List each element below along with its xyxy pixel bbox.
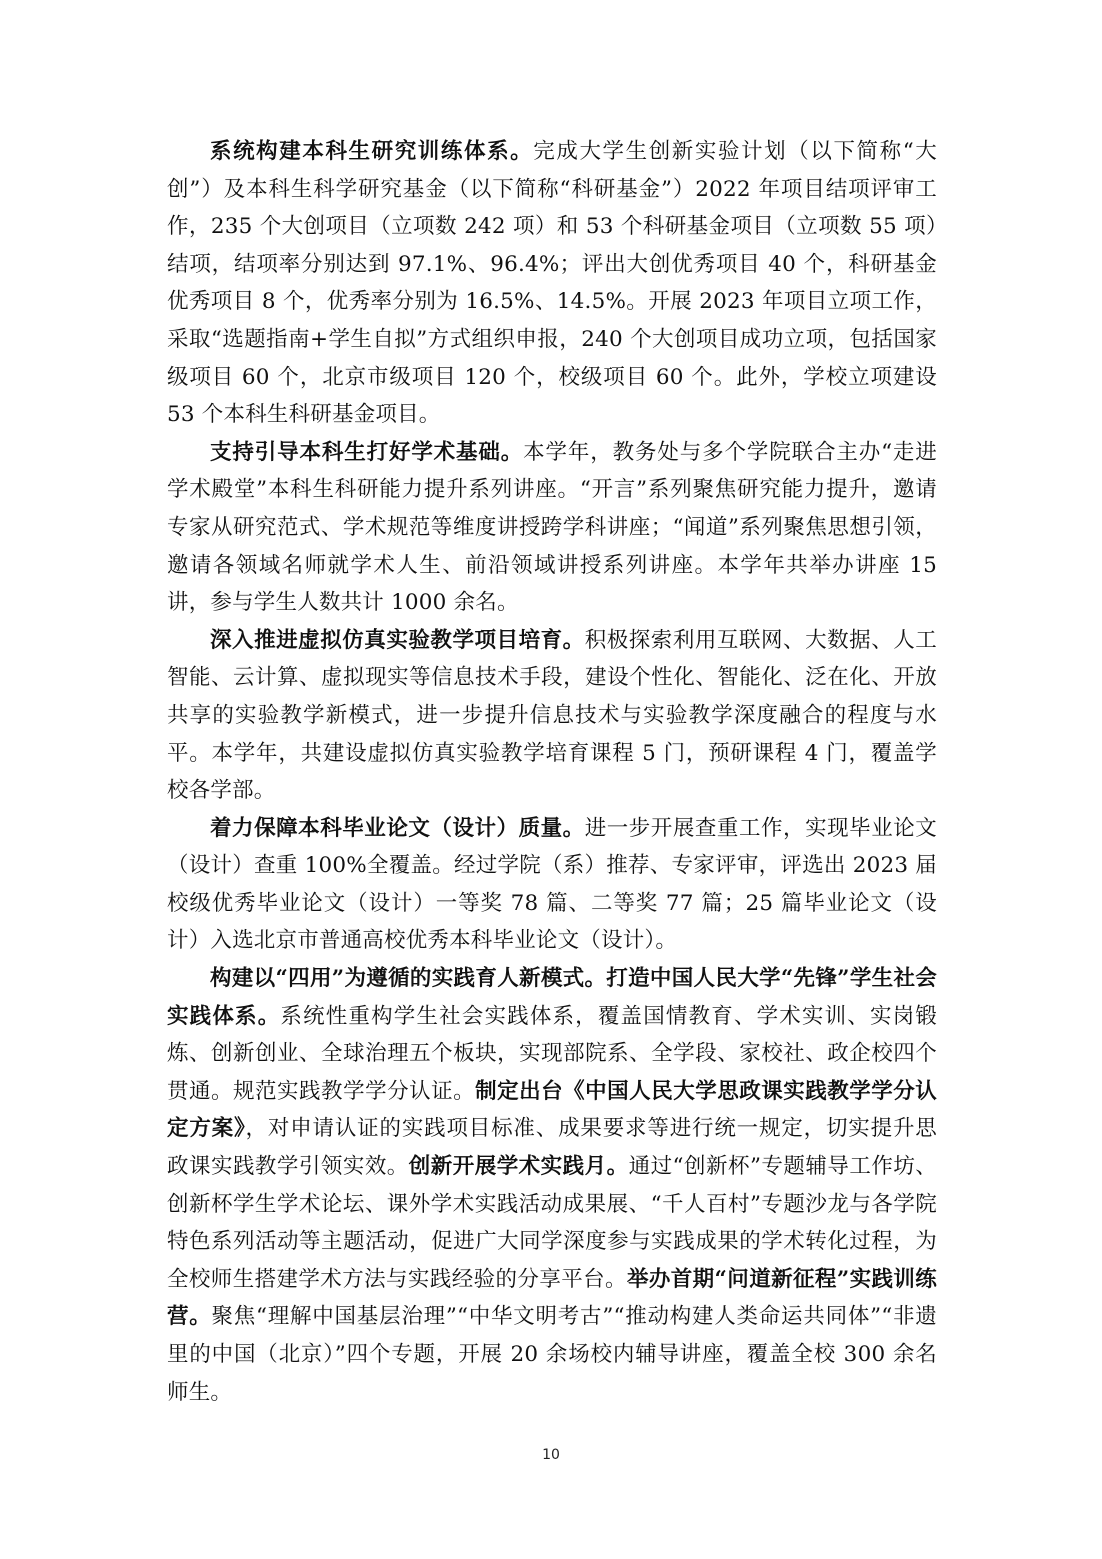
page-content — [167, 133, 937, 1411]
paragraph-body: 本学年，教务处与多个学院联合主办“走进学术殿堂”本科生科研能力提升系列讲座。“开言”系列聚焦研究能力提升，邀请专家从研究范式、学术规范等维度讲授跨学科讲座；“闻道”系列聚焦思想引领，邀请各领域名师就学术人生、前沿领域讲授系列讲座。本学年共举办讲座 15 讲，参与学生人数共计 1000 余名。 — [167, 439, 937, 616]
paragraph-body: 完成大学生创新实验计划（以下简称“大创”）及本科生科学研究基金（以下简称“科研基金”）2022 年项目结项评审工作，235 个大创项目（立项数 242 项）和 53 个科研基金项目（立项数 55 项）结项，结项率分别达到 97.1%、96.4%；评出大创优秀项目 40 个，科研基金优秀项目 8 个，优秀率分别为 16.5%、14.5%。开展 2023 年项目立项工作，采取“选题指南+学生自拟”方式组织申报，240 个大创项目成功立项，包括国家级项目 60 个，北京市级项目 120 个，校级项目 60 个。此外，学校立项建设 53 个本科生科研基金项目。 — [167, 139, 937, 428]
paragraph-lead: 深入推进虚拟仿真实验教学项目培育。 — [210, 627, 585, 653]
highlight-text: 举办首期“问道新征程”实践训练营。 — [167, 1266, 937, 1330]
paragraph-lead: 着力保障本科毕业论文（设计）质量。 — [210, 815, 585, 841]
highlight-text: 创新开展学术实践月。 — [408, 1154, 629, 1180]
highlight-text: 制定出台《中国人民大学思政课实践教学学分认定方案》 — [167, 1078, 937, 1142]
paragraph-body: 通过“创新杯”专题辅导工作坊、创新杯学生学术论坛、课外学术实践活动成果展、“千人百村”专题沙龙与各学院特色系列活动等主题活动，促进广大同学深度参与实践成果的学术转化过程，为全校师生搭建学术方法与实践经验的分享平台。 — [167, 1154, 937, 1292]
paragraph-body: 系统性重构学生社会实践体系，覆盖国情教育、学术实训、实岗锻炼、创新创业、全球治理五个板块，实现部院系、全学段、家校社、政企校四个贯通。规范实践教学学分认证。 — [167, 1003, 937, 1104]
paragraph-research-training — [167, 133, 937, 434]
paragraph-thesis-quality — [167, 810, 937, 960]
paragraph-lead: 系统构建本科生研究训练体系。 — [210, 139, 534, 164]
paragraph-body: 积极探索利用互联网、大数据、人工智能、云计算、虚拟现实等信息技术手段，建设个性化、智能化、泛在化、开放共享的实验教学新模式，进一步提升信息技术与实验教学深度融合的程度与水平。本学年，共建设虚拟仿真实验教学培育课程 5 门，预研课程 4 门，覆盖学校各学部。 — [167, 627, 937, 804]
paragraph-lead: 构建以“四用”为遵循的实践育人新模式。打造中国人民大学“先锋”学生社会实践体系。 — [167, 966, 937, 1029]
paragraph-lead: 支持引导本科生打好学术基础。 — [210, 439, 524, 465]
paragraph-academic-foundation — [167, 434, 937, 622]
paragraph-body: 聚焦“理解中国基层治理”“中华文明考古”“推动构建人类命运共同体”“非遗里的中国（北京）”四个专题，开展 20 余场校内辅导讲座，覆盖全校 300 余名师生。 — [167, 1304, 937, 1405]
paragraph-practice-education — [167, 960, 937, 1411]
paragraph-body: 进一步开展查重工作，实现毕业论文（设计）查重 100%全覆盖。经过学院（系）推荐、专家评审，评选出 2023 届校级优秀毕业论文（设计）一等奖 78 篇、二等奖 77 篇；25 篇毕业论文（设计）入选北京市普通高校优秀本科毕业论文（设计）。 — [167, 815, 937, 954]
paragraph-body: ，对申请认证的实践项目标准、成果要求等进行统一规定，切实提升思政课实践教学引领实效。 — [167, 1116, 937, 1180]
paragraph-virtual-simulation — [167, 622, 937, 810]
page-number: 10 — [542, 1447, 560, 1463]
